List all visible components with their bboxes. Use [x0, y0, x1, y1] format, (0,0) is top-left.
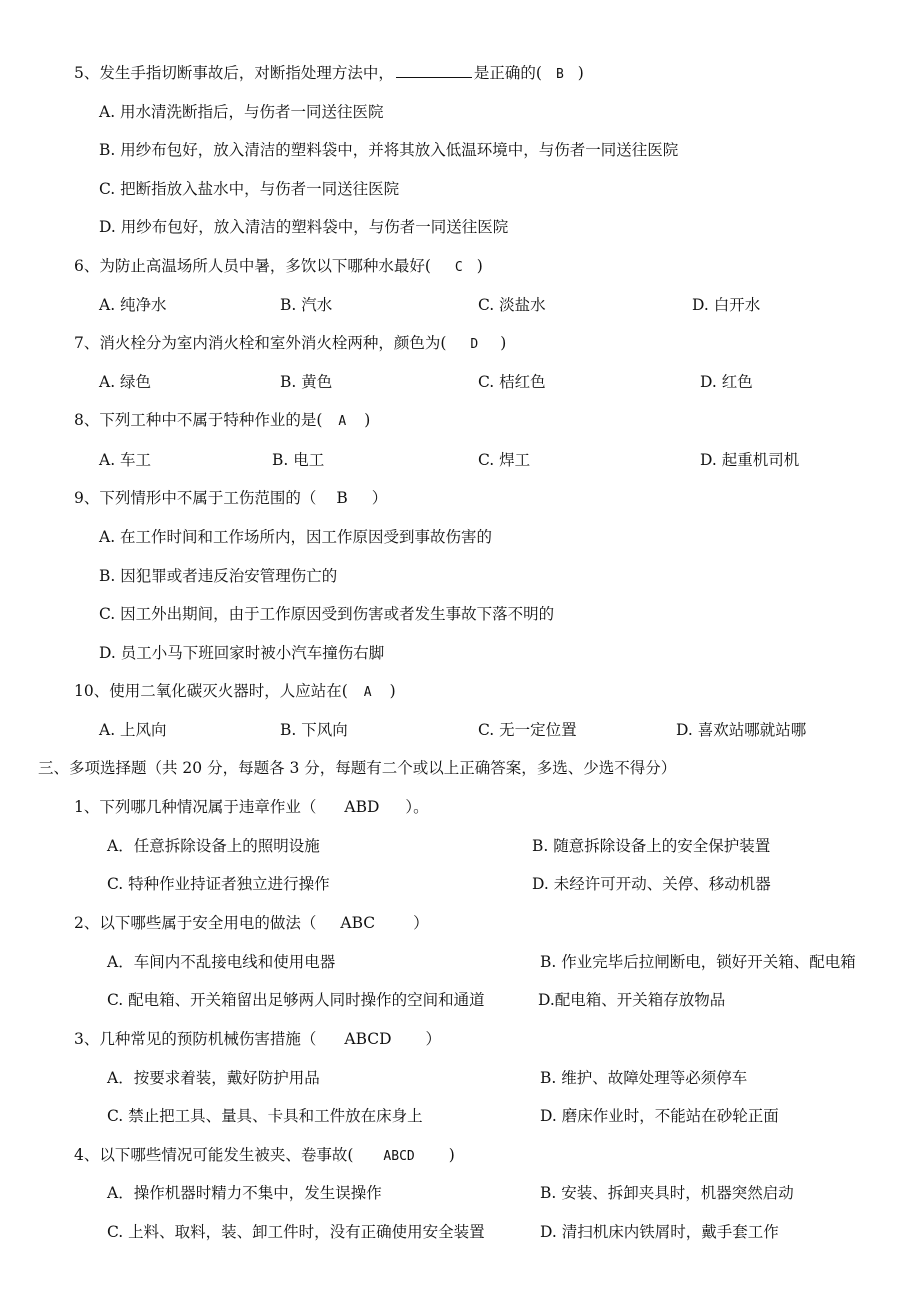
option-d: D. 未经许可开动、关停、移动机器: [532, 875, 771, 893]
option-c: C. 禁止把工具、量具、卡具和工件放在床身上: [107, 1107, 423, 1125]
question-text: 1、下列哪几种情况属于违章作业（: [74, 798, 317, 816]
option-d: D. 白开水: [692, 296, 761, 314]
answer-key: C: [454, 260, 463, 275]
question-10: [74, 681, 396, 701]
option-b: B. 电工: [272, 451, 325, 469]
option-c: C. 无一定位置: [478, 721, 577, 739]
answer-blank: [396, 63, 472, 78]
answer-key: ABD: [344, 798, 380, 816]
option-d: D. 用纱布包好，放入清洁的塑料袋中，与伤者一同送往医院: [99, 218, 509, 236]
section-heading: 三、多项选择题（共 20 分，每题各 3 分，每题有二个或以上正确答案，多选、少选不得分）: [38, 759, 677, 777]
option-d: D.配电箱、开关箱存放物品: [538, 991, 726, 1009]
answer-key: B: [336, 489, 348, 507]
answer-key: ABCD: [344, 1030, 392, 1048]
option-c: C. 把断指放入盐水中，与伤者一同送往医院: [99, 180, 400, 198]
option-d: D. 红色: [700, 373, 753, 391]
option-b: B. 维护、故障处理等必须停车: [540, 1069, 748, 1087]
option-a: A．任意拆除设备上的照明设施: [107, 837, 320, 855]
option-b: B. 下风向: [280, 721, 348, 739]
question-7: [74, 333, 506, 353]
bracket: ）: [371, 489, 388, 507]
option-a: A. 在工作时间和工作场所内，因工作原因受到事故伤害的: [99, 528, 493, 546]
option-c: C. 因工外出期间，由于工作原因受到伤害或者发生事故下落不明的: [99, 605, 555, 623]
option-a: A. 车工: [99, 451, 152, 469]
answer-key: ABCD: [383, 1149, 415, 1164]
question-text: 3、几种常见的预防机械伤害措施（: [74, 1030, 317, 1048]
question-text: 6、为防止高温场所人员中暑，多饮以下哪种水最好(: [74, 257, 431, 275]
bracket: ）。: [405, 798, 429, 816]
option-a: A. 纯净水: [99, 296, 167, 314]
bracket: ): [577, 64, 584, 82]
option-b: B. 随意拆除设备上的安全保护装置: [532, 837, 771, 855]
question-text: 9、下列情形中不属于工伤范围的（: [74, 489, 317, 507]
question-text: 是正确的(: [473, 64, 542, 82]
option-a: A．车间内不乱接电线和使用电器: [107, 953, 336, 971]
bracket: ）: [425, 1030, 442, 1048]
option-d: D. 喜欢站哪就站哪: [676, 721, 807, 739]
bracket: ): [476, 257, 483, 275]
multi-question-2: [74, 913, 429, 933]
option-a: A. 绿色: [99, 373, 152, 391]
option-a: A. 用水清洗断指后，与伤者一同送往医院: [99, 103, 384, 121]
question-5: [74, 63, 584, 83]
option-b: B. 作业完毕后拉闸断电，锁好开关箱、配电箱: [540, 953, 856, 971]
option-c: C. 桔红色: [478, 373, 546, 391]
question-text: 10、使用二氧化碳灭火器时，人应站在(: [74, 682, 348, 700]
question-text: 5、发生手指切断事故后，对断指处理方法中，: [74, 64, 394, 82]
multi-question-1: [74, 797, 429, 817]
option-a: A．按要求着装，戴好防护用品: [107, 1069, 320, 1087]
option-c: C. 配电箱、开关箱留出足够两人同时操作的空间和通道: [107, 991, 485, 1009]
option-c: C. 焊工: [478, 451, 531, 469]
option-b: B. 用纱布包好，放入清洁的塑料袋中，并将其放入低温环境中，与伤者一同送往医院: [99, 141, 679, 159]
multi-question-3: [74, 1029, 441, 1049]
answer-key: B: [555, 67, 564, 82]
option-b: B. 安装、拆卸夹具时，机器突然启动: [540, 1184, 794, 1202]
answer-key: ABC: [340, 914, 376, 932]
option-b: B. 黄色: [280, 373, 333, 391]
option-c: C. 淡盐水: [478, 296, 546, 314]
option-d: D. 起重机司机: [700, 451, 800, 469]
bracket: ): [500, 334, 507, 352]
bracket: ）: [413, 914, 429, 932]
option-d: D. 清扫机床内铁屑时，戴手套工作: [540, 1223, 779, 1241]
bracket: ): [389, 682, 396, 700]
question-8: [74, 410, 370, 430]
option-a: A. 上风向: [99, 721, 167, 739]
bracket: ): [448, 1146, 455, 1164]
option-b: B. 汽水: [280, 296, 333, 314]
question-text: 8、下列工种中不属于特种作业的是(: [74, 411, 323, 429]
option-d: D. 员工小马下班回家时被小汽车撞伤右脚: [99, 644, 385, 662]
answer-key: A: [338, 414, 347, 429]
answer-key: D: [470, 337, 479, 352]
question-text: 2、以下哪些属于安全用电的做法（: [74, 914, 317, 932]
option-c: C. 特种作业持证者独立进行操作: [107, 875, 330, 893]
option-b: B. 因犯罪或者违反治安管理伤亡的: [99, 567, 338, 585]
option-c: C. 上料、取料，装、卸工件时，没有正确使用安全装置: [107, 1223, 485, 1241]
question-text: 7、消火栓分为室内消火栓和室外消火栓两种，颜色为(: [74, 334, 447, 352]
option-a: A．操作机器时精力不集中，发生误操作: [107, 1184, 382, 1202]
multi-question-4: [74, 1145, 455, 1165]
option-d: D. 磨床作业时，不能站在砂轮正面: [540, 1107, 779, 1125]
question-text: 4、以下哪些情况可能发生被夹、卷事故(: [74, 1146, 354, 1164]
question-6: [74, 256, 483, 276]
answer-key: A: [363, 685, 372, 700]
bracket: ): [364, 411, 371, 429]
question-9: [74, 488, 387, 508]
